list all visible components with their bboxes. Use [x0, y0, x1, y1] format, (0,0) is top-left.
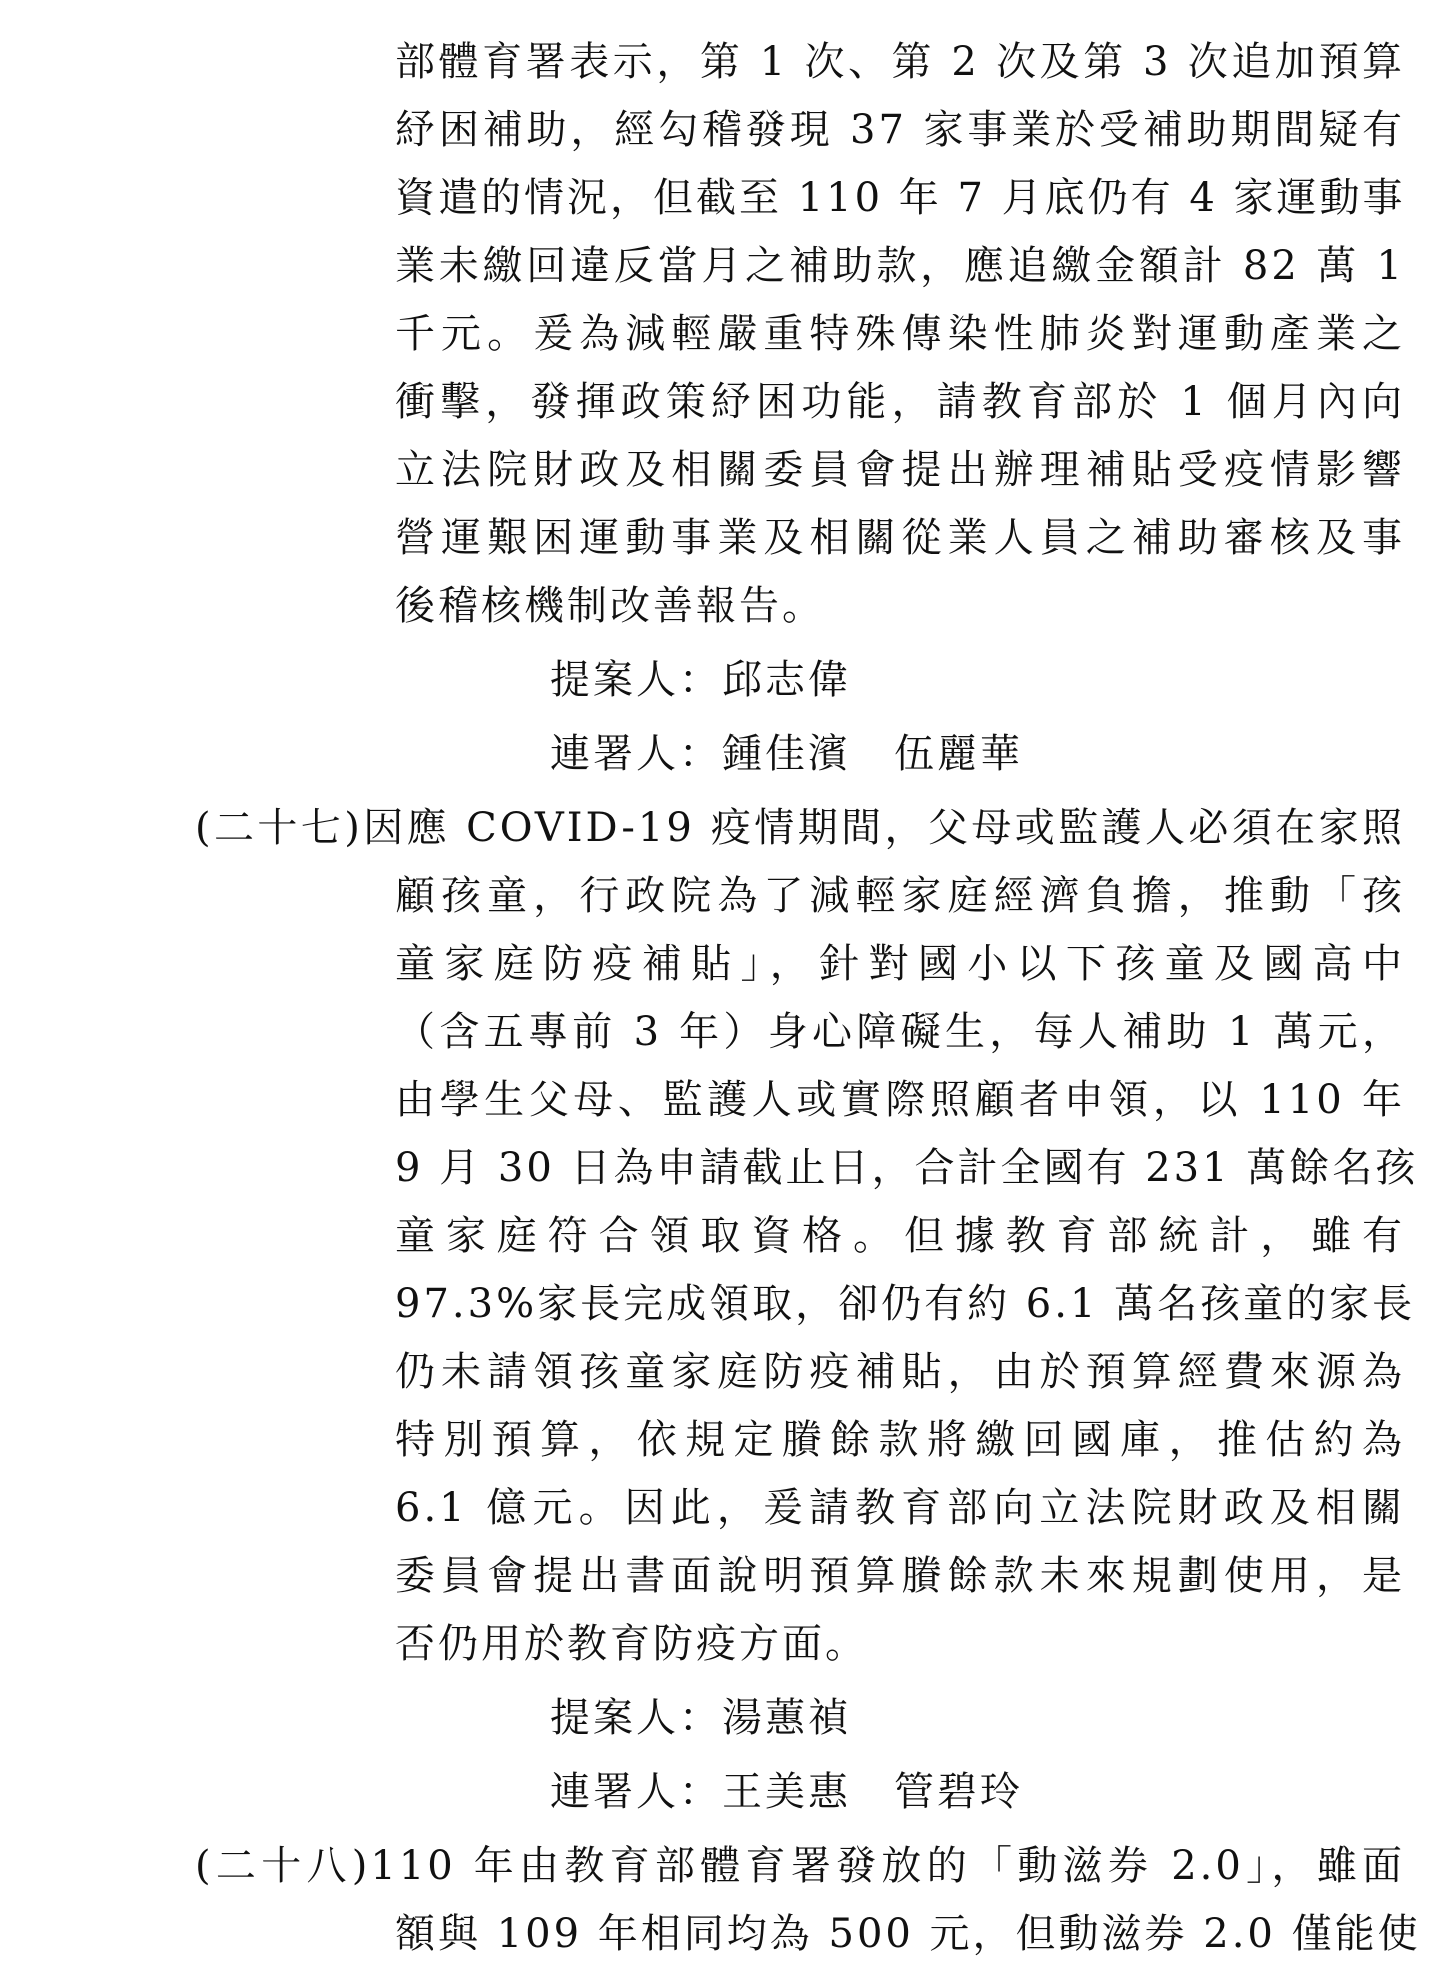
paragraph-line: 否仍用於教育防疫方面。	[395, 1621, 868, 1667]
paragraph-line: 顧孩童，行政院為了減輕家庭經濟負擔，推動「孩	[395, 873, 1405, 919]
paragraph-line: 千元。爰為減輕嚴重特殊傳染性肺炎對運動產業之	[395, 311, 1405, 357]
paragraph-line: 委員會提出書面說明預算賸餘款未來規劃使用，是	[395, 1553, 1405, 1599]
paragraph-line: 紓困補助，經勾稽發現 37 家事業於受補助期間疑有	[395, 107, 1405, 153]
paragraph-line: 資遣的情況，但截至 110 年 7 月底仍有 4 家運動事	[395, 175, 1406, 221]
paragraph-line: 衝擊，發揮政策紓困功能，請教育部於 1 個月內向	[395, 379, 1405, 425]
paragraph-line: （含五專前 3 年）身心障礙生，每人補助 1 萬元，	[395, 1009, 1405, 1055]
paragraph-line: 仍未請領孩童家庭防疫補貼，由於預算經費來源為	[395, 1349, 1405, 1395]
proposer-line: 提案人：邱志偉	[550, 657, 851, 703]
paragraph-line: 由學生父母、監護人或實際照顧者申領，以 110 年	[395, 1077, 1405, 1123]
paragraph-line: 特別預算，依規定賸餘款將繳回國庫，推估約為	[395, 1417, 1405, 1463]
paragraph-line: 部體育署表示，第 1 次、第 2 次及第 3 次追加預算	[395, 39, 1405, 85]
paragraph-line: 後稽核機制改善報告。	[395, 583, 825, 629]
paragraph-line: 童家庭符合領取資格。但據教育部統計，雖有	[395, 1213, 1405, 1259]
paragraph-line: 97.3%家長完成領取，卻仍有約 6.1 萬名孩童的家長	[395, 1281, 1416, 1327]
cosigners-line: 連署人：鍾佳濱 伍麗華	[550, 731, 1023, 777]
paragraph-line: 童家庭防疫補貼」，針對國小以下孩童及國高中	[395, 941, 1405, 987]
paragraph-line: 6.1 億元。因此，爰請教育部向立法院財政及相關	[395, 1485, 1405, 1531]
item-heading-line: (二十七)因應 COVID-19 疫情期間，父母或監護人必須在家照	[195, 805, 1405, 851]
paragraph-line: 營運艱困運動事業及相關從業人員之補助審核及事	[395, 515, 1405, 561]
paragraph-line: 額與 109 年相同均為 500 元，但動滋券 2.0 僅能使	[395, 1911, 1421, 1957]
item-heading-line: (二十八)110 年由教育部體育署發放的「動滋券 2.0」，雖面	[195, 1843, 1405, 1889]
paragraph-line: 業未繳回違反當月之補助款，應追繳金額計 82 萬 1	[395, 243, 1405, 289]
cosigners-line: 連署人：王美惠 管碧玲	[550, 1769, 1023, 1815]
paragraph-line: 立法院財政及相關委員會提出辦理補貼受疫情影響	[395, 447, 1405, 493]
proposer-line: 提案人：湯蕙禎	[550, 1695, 851, 1741]
paragraph-line: 9 月 30 日為申請截止日，合計全國有 231 萬餘名孩	[395, 1145, 1419, 1191]
